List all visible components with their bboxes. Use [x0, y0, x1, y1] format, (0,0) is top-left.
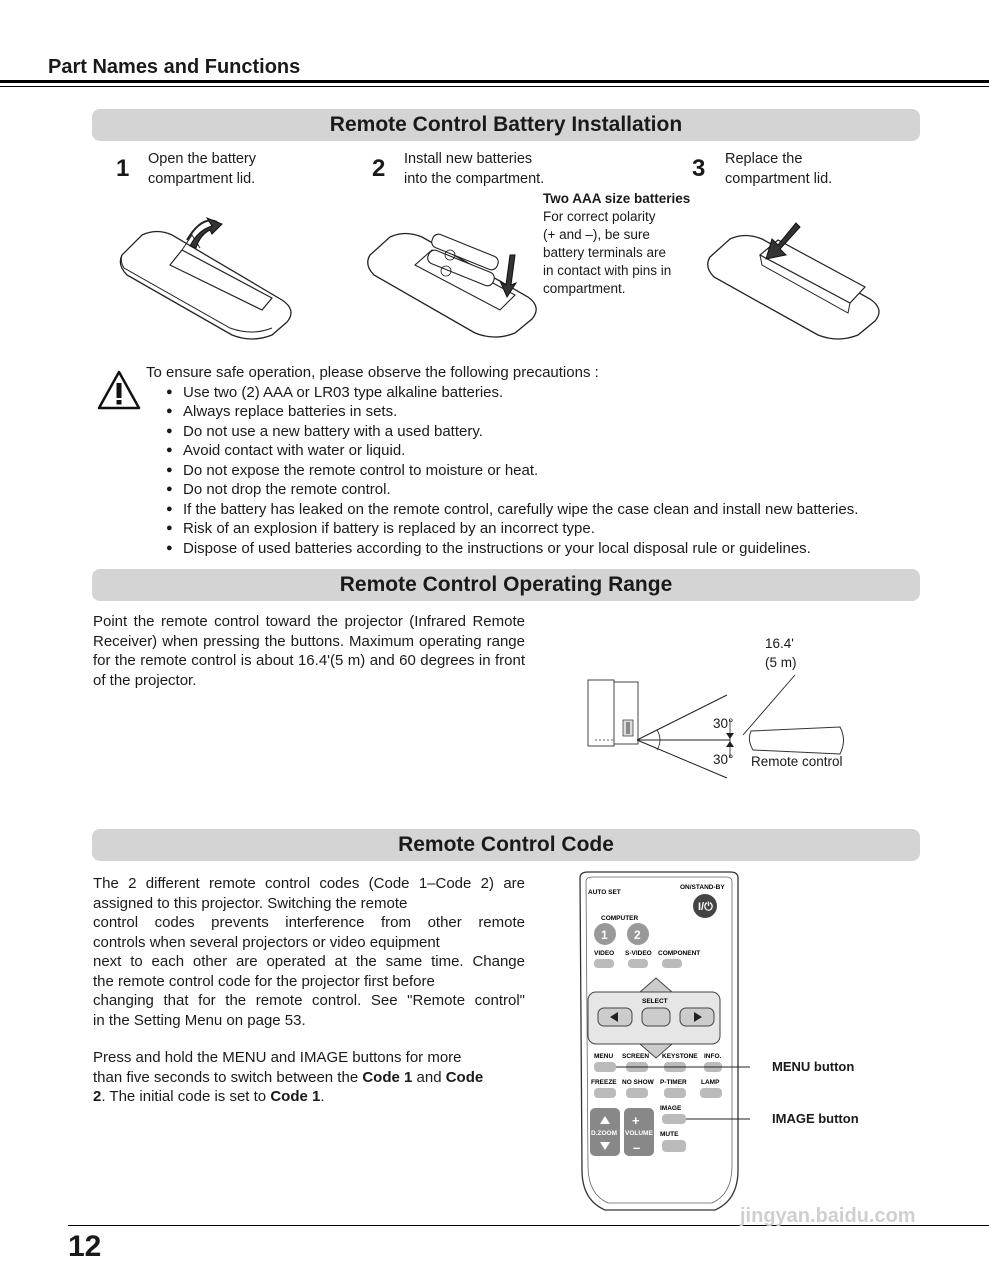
ptimer-button[interactable] [664, 1088, 686, 1098]
code-para2-line2 [93, 1068, 525, 1088]
code-1-bold: Code 1 [270, 1088, 321, 1105]
menu-button[interactable] [594, 1062, 616, 1072]
watermark: jingyan.baidu.com [740, 1205, 916, 1227]
precautions-intro: To ensure safe operation, please observe the following precautions : [146, 364, 599, 381]
code-text: than five seconds to switch between the [93, 1068, 363, 1086]
mute-button[interactable] [662, 1140, 686, 1152]
power-icon: I/⏻ [698, 901, 713, 913]
code-para2-line3 [93, 1087, 525, 1107]
precaution-item: ● Do not expose the remote control to moisture or heat. [146, 461, 946, 481]
svideo-button[interactable] [628, 959, 648, 968]
code-2-bold: 2 [93, 1088, 102, 1105]
btn-label-screen: SCREEN [622, 1053, 650, 1060]
battery-note-title: Two AAA size batteries [543, 191, 691, 206]
btn-label-volume: VOLUME [625, 1130, 653, 1137]
code-para-line: in the Setting Menu on page 53. [93, 1011, 306, 1029]
code-text: . [320, 1088, 325, 1105]
step-2-line2: into the compartment. [404, 171, 545, 187]
step-3-line2: compartment lid. [725, 171, 833, 187]
video-button[interactable] [594, 959, 614, 968]
step-2-line1: Install new batteries [404, 151, 533, 167]
step-3-number: 3 [692, 155, 706, 182]
code-para-2 [93, 1048, 525, 1107]
code-para2-line1: Press and hold the MENU and IMAGE buttons for more [93, 1049, 462, 1066]
header-rule [0, 80, 989, 83]
precaution-item: ● Use two (2) AAA or LR03 type alkaline batteries. [146, 383, 946, 403]
range-angle-top: 30° [713, 716, 734, 731]
code-para-line: the remote control code for the projector first before [93, 972, 435, 990]
range-angle-bottom: 30° [713, 752, 734, 767]
btn-label-freeze: FREEZE [591, 1079, 617, 1086]
btn-label-auto-set: AUTO SET [588, 889, 621, 896]
step-2-number: 2 [372, 155, 386, 182]
btn-label-info: INFO. [704, 1053, 722, 1060]
code-para-line: changing that for the remote control. See "Remote control" [93, 992, 525, 1009]
step-2-illustration [360, 215, 550, 345]
battery-note-line: compartment. [543, 281, 626, 296]
code-para-line: controls when several projectors or video equipment [93, 933, 440, 951]
btn-label-menu: MENU [594, 1053, 614, 1060]
battery-note-line: For correct polarity [543, 209, 656, 224]
precaution-item: ● Do not use a new battery with a used battery. [146, 422, 946, 442]
remote-control-illustration [570, 870, 750, 1220]
code-section-title: Remote Control Code [92, 829, 920, 861]
precaution-item: ● Dispose of used batteries according to the instructions or your local disposal rule or guidelines. [146, 539, 946, 559]
code-2-bold: Code [445, 1068, 484, 1086]
range-section-title: Remote Control Operating Range [92, 569, 920, 601]
btn-label-noshow: NO SHOW [622, 1079, 654, 1086]
code-para-line: control codes prevents interference from other remote [93, 914, 525, 931]
range-distance-m: (5 m) [765, 655, 797, 670]
btn-label-svideo: S-VIDEO [625, 950, 652, 957]
step-2-text [404, 149, 544, 189]
code-1-bold: Code 1 [362, 1068, 413, 1086]
noshow-button[interactable] [626, 1088, 648, 1098]
range-distance-ft: 16.4' [765, 636, 794, 651]
code-text: . The initial code is set to [101, 1088, 271, 1105]
computer-2-label: 2 [634, 928, 641, 942]
btn-label-video: VIDEO [594, 950, 615, 957]
code-para-line: assigned to this projector. Switching the remote [93, 894, 408, 912]
step-1-line2: compartment lid. [148, 171, 256, 187]
btn-label-computer: COMPUTER [601, 915, 639, 922]
precaution-item: ● Risk of an explosion if battery is replaced by an incorrect type. [146, 519, 946, 539]
btn-label-dzoom: D.ZOOM [591, 1130, 617, 1137]
step-3-line1: Replace the [725, 151, 803, 167]
btn-label-lamp: LAMP [701, 1079, 720, 1086]
btn-label-image: IMAGE [660, 1105, 682, 1112]
menu-button-label: MENU button [772, 1059, 855, 1074]
precaution-item: ● Always replace batteries in sets. [146, 402, 946, 422]
select-button[interactable] [642, 1008, 670, 1026]
btn-label-select: SELECT [642, 998, 668, 1005]
precautions-list [146, 383, 946, 559]
code-para-line: The 2 different remote control codes (Code 1–Code 2) are [93, 875, 525, 892]
page-number: 12 [68, 1230, 102, 1263]
battery-note [543, 190, 690, 298]
freeze-button[interactable] [594, 1088, 616, 1098]
computer-1-label: 1 [601, 928, 608, 942]
plus-icon: + [632, 1113, 640, 1128]
btn-label-on-standby: ON/STAND-BY [680, 884, 725, 891]
component-button[interactable] [662, 959, 682, 968]
warning-icon [96, 369, 142, 411]
lamp-button[interactable] [700, 1088, 722, 1098]
btn-label-mute: MUTE [660, 1131, 679, 1138]
step-1-number: 1 [116, 155, 130, 182]
step-3-text [725, 149, 832, 189]
minus-icon: – [633, 1140, 641, 1155]
step-1-line1: Open the battery [148, 151, 257, 167]
range-remote-label: Remote control [751, 754, 843, 769]
step-3-illustration [700, 215, 890, 345]
btn-label-component: COMPONENT [658, 950, 701, 957]
precaution-item: ● Do not drop the remote control. [146, 480, 946, 500]
battery-note-line: in contact with pins in [543, 263, 672, 278]
code-para-1 [93, 874, 525, 1030]
battery-section-title: Remote Control Battery Installation [92, 109, 920, 141]
image-button-label: IMAGE button [772, 1111, 859, 1126]
precautions [146, 363, 946, 558]
precaution-item: ● If the battery has leaked on the remote control, carefully wipe the case clean and install new batteries. [146, 500, 946, 520]
image-button[interactable] [662, 1114, 686, 1124]
precaution-item: ● Avoid contact with water or liquid. [146, 441, 946, 461]
code-para-line: next to each other are operated at the same time. Change [93, 953, 525, 970]
chapter-title: Part Names and Functions [48, 56, 301, 78]
btn-label-keystone: KEYSTONE [662, 1053, 698, 1060]
btn-label-ptimer: P-TIMER [660, 1079, 687, 1086]
header-rule-thin [0, 86, 989, 87]
battery-note-line: battery terminals are [543, 245, 667, 260]
range-text: Point the remote control toward the projector (Infrared Remote Receiver) when pressing the buttons. Maximum operating range for the remote control is about 16.4'(5 m) and 60 degrees in front of the projector. [93, 613, 525, 689]
step-1-illustration [112, 210, 302, 345]
battery-note-line: (+ and –), be sure [543, 227, 650, 242]
code-text: and [412, 1068, 446, 1086]
step-1-text [148, 149, 256, 189]
